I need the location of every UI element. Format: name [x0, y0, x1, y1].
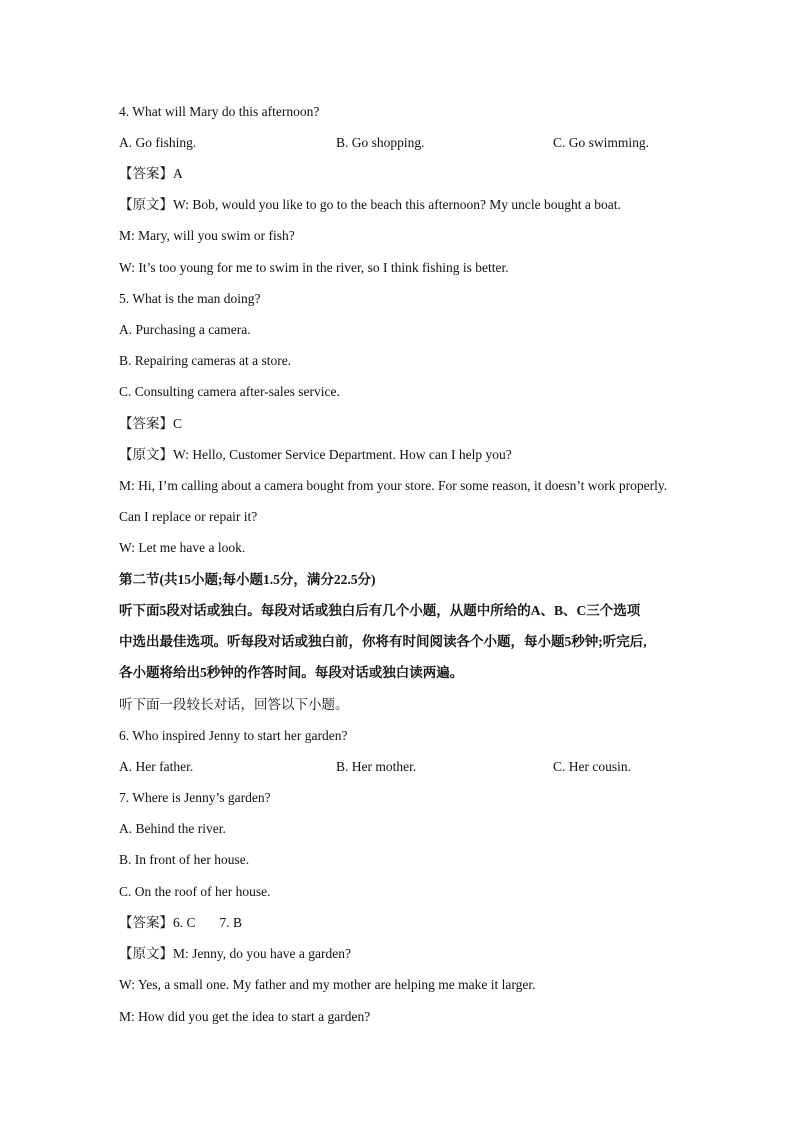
- q5-transcript-line-1: [119, 446, 512, 464]
- answer-label: 【答案】: [119, 915, 173, 930]
- q5-option-b: B. Repairing cameras at a store.: [119, 353, 292, 368]
- q7-option-c: C. On the roof of her house.: [119, 884, 271, 899]
- section-heading: 第二节(共15小题;每小题1.5分，满分22.5分): [119, 572, 376, 587]
- answer-6-value: 6. C: [173, 915, 196, 930]
- q4-transcript-line-1: [119, 196, 621, 214]
- q7-option-a: A. Behind the river.: [119, 821, 226, 836]
- answer-value: C: [173, 416, 183, 431]
- q67-transcript-line-3: M: How did you get the idea to start a garden?: [119, 1009, 371, 1024]
- answer-value: A: [173, 166, 183, 181]
- answer-label: 【答案】: [119, 166, 173, 181]
- q67-answer: [119, 914, 242, 932]
- section-instructions-line-1: 听下面5段对话或独白。每段对话或独白后有几个小题，从题中所给的A、B、C三个选项: [119, 603, 641, 618]
- q5-option-c: C. Consulting camera after-sales service.: [119, 384, 340, 399]
- q5-option-a: A. Purchasing a camera.: [119, 322, 251, 337]
- q67-transcript-line-1: [119, 945, 351, 963]
- question-5: 5. What is the man doing?: [119, 291, 261, 306]
- q4-option-a: A. Go fishing.: [119, 135, 197, 150]
- q5-transcript-line-2: M: Hi, I’m calling about a camera bought from your store. For some reason, it doesn’t work properly.: [119, 478, 668, 493]
- q6-option-b: B. Her mother.: [336, 759, 417, 774]
- transcript-label: 【原文】: [119, 946, 173, 961]
- answer-label: 【答案】: [119, 416, 173, 431]
- q4-answer: [119, 165, 183, 183]
- transcript-text: M: Jenny, do you have a garden?: [173, 946, 351, 961]
- question-4: 4. What will Mary do this afternoon?: [119, 104, 320, 119]
- transcript-text: W: Bob, would you like to go to the beach this afternoon? My uncle bought a boat.: [173, 197, 621, 212]
- transcript-label: 【原文】: [119, 447, 173, 462]
- question-7: 7. Where is Jenny’s garden?: [119, 790, 271, 805]
- transcript-text: W: Hello, Customer Service Department. How can I help you?: [173, 447, 512, 462]
- q67-transcript-line-2: W: Yes, a small one. My father and my mother are helping me make it larger.: [119, 977, 536, 992]
- question-6: 6. Who inspired Jenny to start her garden?: [119, 728, 348, 743]
- transcript-label: 【原文】: [119, 197, 173, 212]
- q6-option-c: C. Her cousin.: [553, 759, 631, 774]
- section-instructions-line-3: 各小题将给出5秒钟的作答时间。每段对话或独白读两遍。: [119, 665, 464, 680]
- q6-option-a: A. Her father.: [119, 759, 194, 774]
- q5-answer: [119, 415, 182, 433]
- q4-transcript-line-2: M: Mary, will you swim or fish?: [119, 228, 295, 243]
- q5-transcript-line-4: W: Let me have a look.: [119, 540, 246, 555]
- section-instructions-line-2: 中选出最佳选项。听每段对话或独白前，你将有时间阅读各个小题，每小题5秒钟;听完后,: [119, 634, 647, 649]
- answer-7-value: 7. B: [219, 915, 243, 930]
- q4-transcript-line-3: W: It’s too young for me to swim in the river, so I think fishing is better.: [119, 260, 509, 275]
- section-prompt: 听下面一段较长对话，回答以下小题。: [119, 697, 349, 712]
- q4-option-b: B. Go shopping.: [336, 135, 425, 150]
- q7-option-b: B. In front of her house.: [119, 852, 250, 867]
- q4-option-c: C. Go swimming.: [553, 135, 650, 150]
- q5-transcript-line-3: Can I replace or repair it?: [119, 509, 258, 524]
